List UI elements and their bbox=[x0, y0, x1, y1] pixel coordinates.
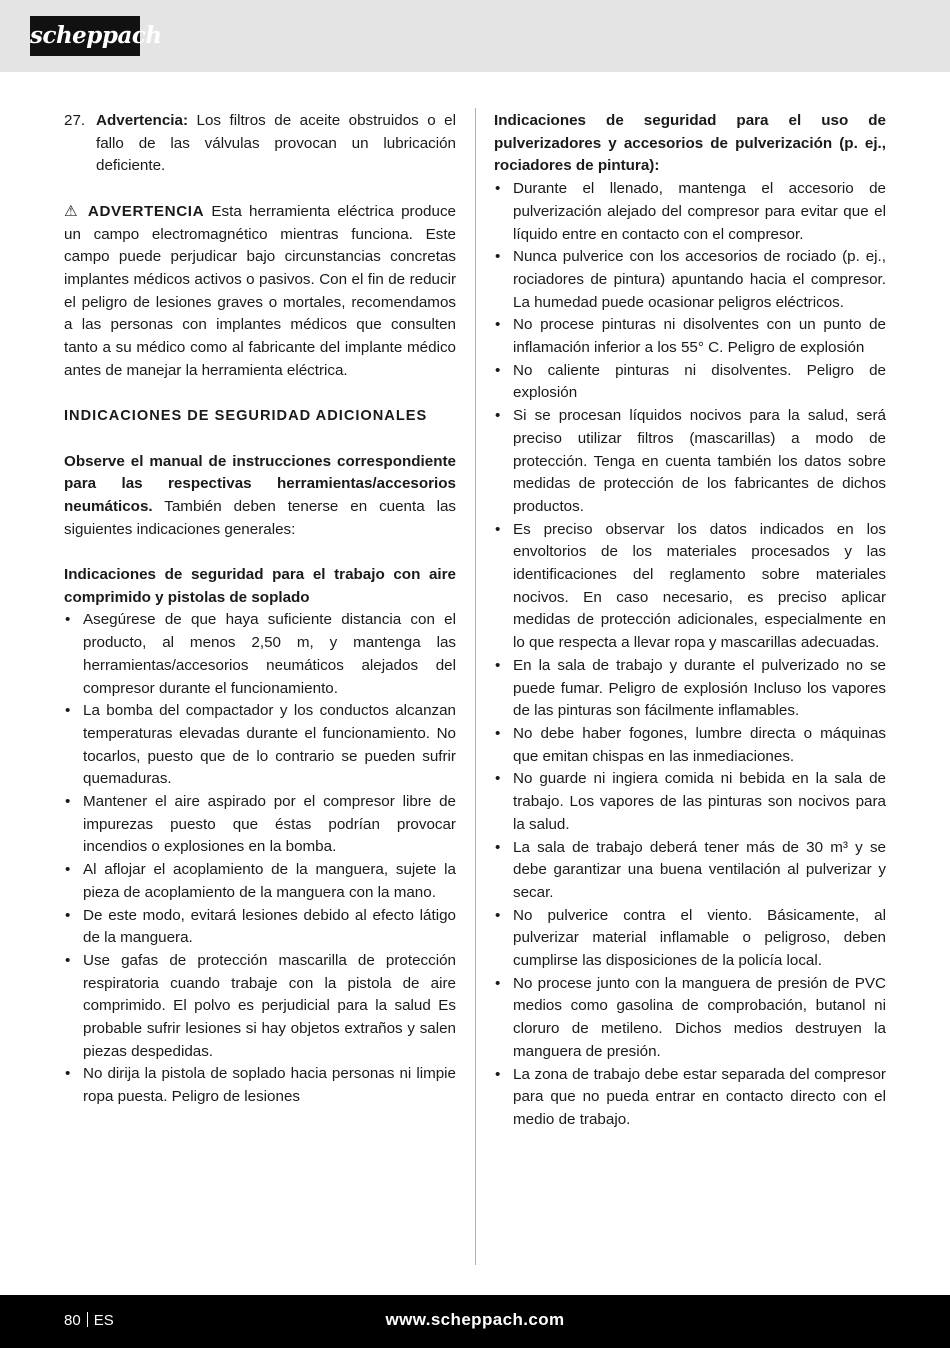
list-item: • De este modo, evitará lesiones debido al efecto látigo de la manguera. bbox=[64, 905, 456, 950]
list-item: • La zona de trabajo debe estar separada del compresor para que no pueda entrar en contacto directo con el medio de trabajo. bbox=[494, 1064, 886, 1132]
list-item: • No pulverice contra el viento. Básicamente, al pulverizar material inflamable o peligroso, deben cumplirse las disposiciones de la policía local. bbox=[494, 905, 886, 973]
list-item: • No dirija la pistola de soplado hacia personas ni limpie ropa puesta. Peligro de lesiones bbox=[64, 1063, 456, 1108]
website-url: www.scheppach.com bbox=[385, 1310, 565, 1329]
list-item: • Nunca pulverice con los accesorios de rociado (p. ej., rociadores de pintura) apuntando hacia el compresor. La humedad puede ocasionar peligros eléctricos. bbox=[494, 246, 886, 314]
left-column bbox=[64, 110, 456, 1109]
section-heading: INDICACIONES DE SEGURIDAD ADICIONALES bbox=[64, 408, 428, 425]
spray-safety-list bbox=[494, 178, 886, 1132]
list-item: • En la sala de trabajo y durante el pulverizado no se puede fumar. Peligro de explosión Incluso los vapores de las pinturas son fácilmente inflamables. bbox=[494, 655, 886, 723]
spray-safety-heading: Indicaciones de seguridad para el uso de pulverizadores y accesorios de pulverización (p. ej., rociadores de pintura): bbox=[494, 112, 886, 175]
list-item: • Asegúrese de que haya suficiente distancia con el producto, al menos 2,50 m, y mantenga las herramientas/accesorios neumáticos alejados del compresor durante el funcionamiento. bbox=[64, 609, 456, 700]
list-item: • No procese junto con la manguera de presión de PVC medios como gasolina de comprobación, butanol ni cloruro de metileno. Dichos medios destruyen la manguera de presión. bbox=[494, 973, 886, 1064]
item-label: Advertencia: bbox=[96, 112, 189, 129]
list-item: • Es preciso observar los datos indicados en los envoltorios de los materiales procesados y las identificaciones del reglamento sobre materiales nocivos. En caso necesario, es preciso aplicar medidas de protección adicionales, especialmente en lo que respecta a llevar ropa y mascarillas adecuadas. bbox=[494, 519, 886, 655]
language-code: ES bbox=[93, 1312, 114, 1329]
warning-triangle-icon: ⚠ bbox=[64, 202, 81, 220]
page-header bbox=[0, 0, 950, 72]
list-item: • Mantener el aire aspirado por el compresor libre de impurezas puesto que éstas podrían provocar incendios o explosiones en la bomba. bbox=[64, 791, 456, 859]
list-item: • La sala de trabajo deberá tener más de 30 m³ y se debe garantizar una buena ventilación al pulverizar y secar. bbox=[494, 837, 886, 905]
item-text: Los filtros de aceite obstruidos o el fallo de las válvulas provocan un lubricación deficiente. bbox=[96, 112, 456, 175]
intro-text: También deben tenerse en cuenta las siguientes indicaciones generales: bbox=[64, 497, 456, 538]
list-item: • No debe haber fogones, lumbre directa o máquinas que emitan chispas en las inmediaciones. bbox=[494, 723, 886, 768]
list-item: • Use gafas de protección mascarilla de protección respiratoria cuando trabaje con la pistola de aire comprimido. El polvo es perjudicial para la salud Es probable sufrir lesiones si hay objetos extraños y salen piezas despedidas. bbox=[64, 950, 456, 1064]
item-27 bbox=[64, 110, 456, 178]
list-item: • Si se procesan líquidos nocivos para la salud, será preciso utilizar filtros (mascarillas) a modo de protección. Tenga en cuenta también los datos sobre medidas de protección de los fabricantes de dichos productos. bbox=[494, 405, 886, 519]
intro-bold: Observe el manual de instrucciones correspondiente para las respectivas herramientas/accesorios neumáticos. bbox=[64, 452, 456, 515]
page-number: 80 bbox=[64, 1312, 81, 1329]
item-number: 27. bbox=[64, 112, 86, 129]
list-item: • La bomba del compactador y los conductos alcanzan temperaturas elevadas durante el funcionamiento. No tocarlos, puesto que de lo contrario se pueden sufrir quemaduras. bbox=[64, 700, 456, 791]
right-column bbox=[494, 110, 886, 1132]
list-item: • No procese pinturas ni disolventes con un punto de inflamación inferior a los 55° C. Peligro de explosión bbox=[494, 314, 886, 359]
air-safety-subheading: Indicaciones de seguridad para el trabajo con aire comprimido y pistolas de soplado bbox=[64, 566, 456, 606]
column-divider bbox=[475, 108, 476, 1265]
air-safety-list bbox=[64, 609, 456, 1108]
emf-warning bbox=[64, 201, 456, 383]
scheppach-logo: scheppach bbox=[30, 16, 140, 56]
list-item: • No guarde ni ingiera comida ni bebida en la sala de trabajo. Los vapores de las pinturas son nocivos para la salud. bbox=[494, 768, 886, 836]
warning-label: ADVERTENCIA bbox=[87, 202, 205, 220]
page-footer bbox=[0, 1295, 950, 1348]
intro-paragraph bbox=[64, 451, 456, 542]
list-item: • Al aflojar el acoplamiento de la manguera, sujete la pieza de acoplamiento de la manguera con la mano. bbox=[64, 859, 456, 904]
warning-text: Esta herramienta eléctrica produce un campo electromagnético mientras funciona. Este campo puede perjudicar bajo circunstancias concretas implantes médicos activos o pasivos. Con el fin de reducir el peligro de lesiones graves o mortales, recomendamos a las personas con implantes médicos que consulten tanto a su médico como al fabricante del implante médico antes de manejar la herramienta eléctrica. bbox=[64, 202, 456, 379]
list-item: • Durante el llenado, mantenga el accesorio de pulverización alejado del compresor para evitar que el líquido entre en contacto con el compresor. bbox=[494, 178, 886, 246]
list-item: • No caliente pinturas ni disolventes. Peligro de explosión bbox=[494, 360, 886, 405]
